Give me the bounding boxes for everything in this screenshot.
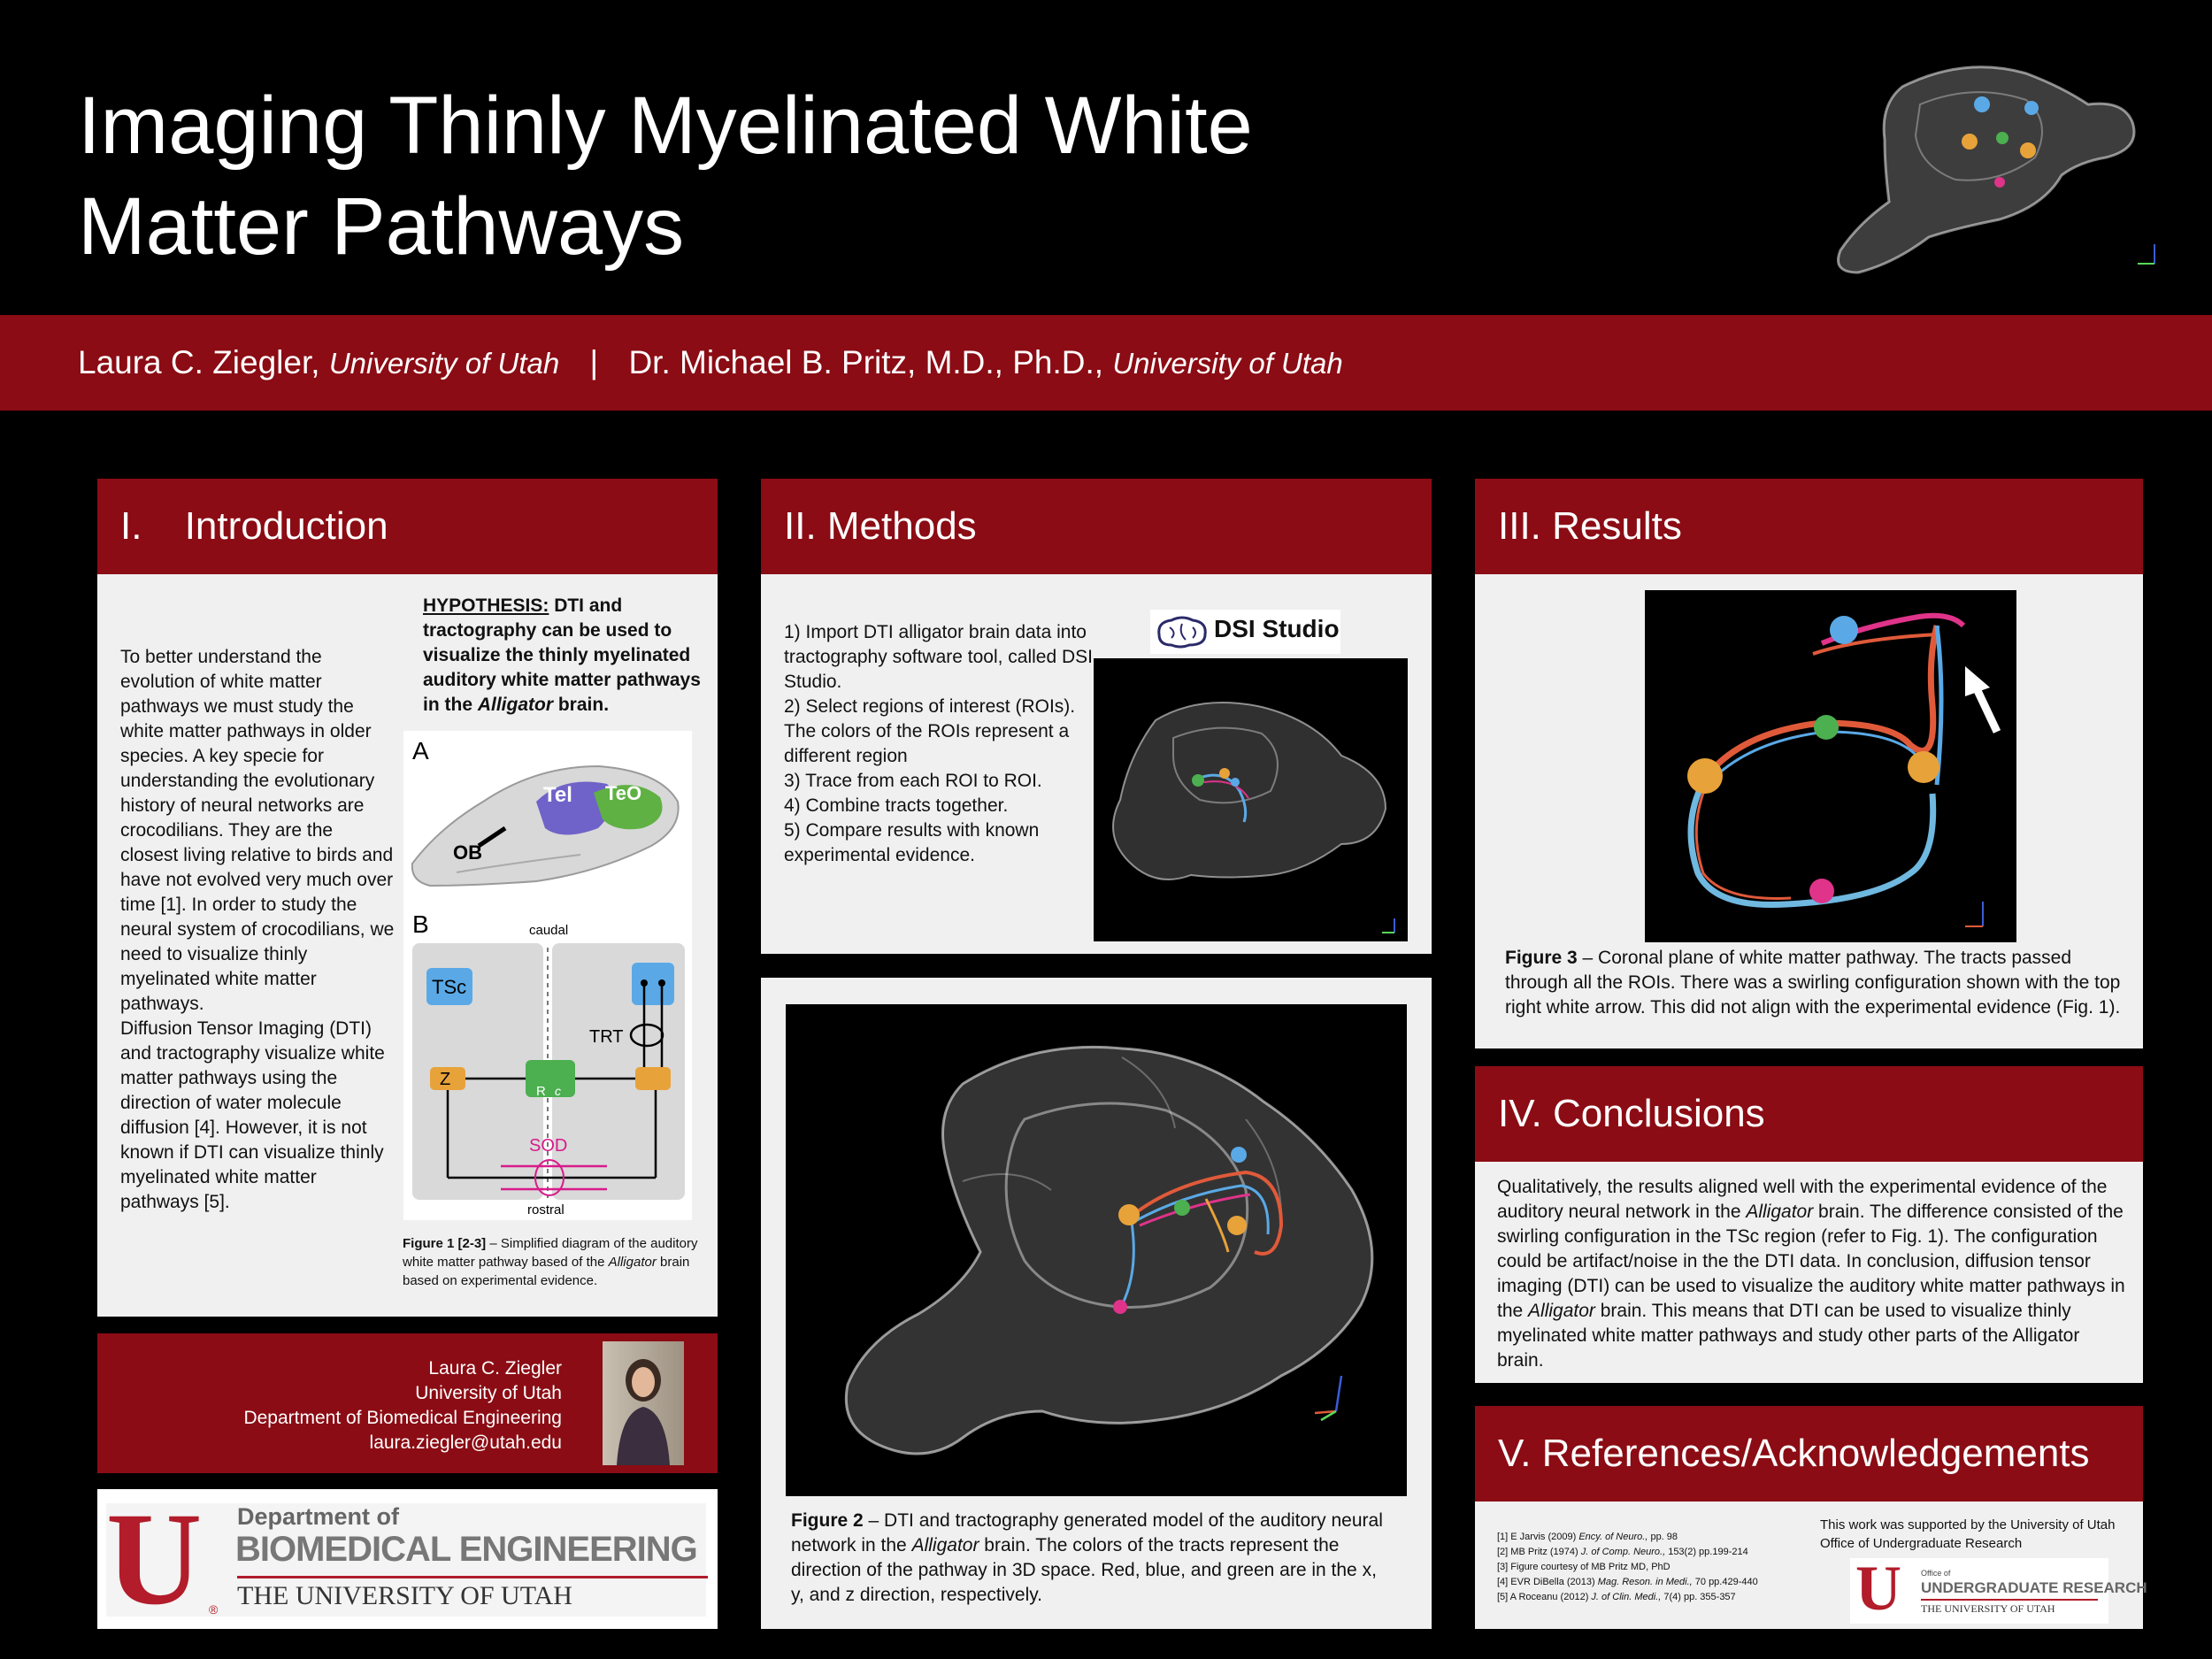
figure-1-trt-label: TRT: [589, 1027, 624, 1047]
hypothesis-text-2: brain.: [553, 695, 610, 715]
contact-dept: Department of Biomedical Engineering: [243, 1408, 562, 1428]
ur-logo-office-of: Office of: [1921, 1569, 1951, 1578]
figure-2-image: [786, 1004, 1407, 1496]
reference-item: [4] EVR DiBella (2013) Mag. Reson. in Medi., 70 pp.429-440: [1497, 1577, 1758, 1587]
methods-step-1: 1) Import DTI alligator brain data into tractography software tool, called DSI Studio.: [784, 622, 1094, 692]
methods-step-3: 3) Trace from each ROI to ROI.: [784, 771, 1042, 791]
conclusions-panel: [1475, 1066, 2143, 1383]
figure-2-caption-text-1: – DTI and tractography generated model of the auditory neural network in the: [791, 1510, 1383, 1555]
ur-logo-u-icon: U: [1855, 1553, 1901, 1624]
u-logo-icon: U: [106, 1486, 203, 1632]
hypothesis-text-1: DTI and tractography can be used to visualize the thinly myelinated auditory white matter pathways in the: [423, 595, 701, 715]
conclusions-text-3: brain. This means that DTI can be used to visualize thinly myelinated white matter pathways and study other parts of the Alligator brain.: [1497, 1301, 2080, 1371]
dsi-studio-brain-icon: [1154, 615, 1212, 649]
introduction-paragraph-1: To better understand the evolution of white matter pathways we must study the white matter pathways in older species. A key specie for understanding the evolutionary history of neural networks are crocodilians. They are the closest living relative to birds and have not evolved very much over time [1]. In order to study the neural system of crocodilians, we need to visualize thinly myelinated white matter pathways.: [120, 647, 395, 1014]
reference-item: [1] E Jarvis (2009) Ency. of Neuro., pp. 98: [1497, 1532, 1678, 1542]
results-panel: [1475, 479, 2143, 1048]
ur-logo-title: UNDERGRADUATE RESEARCH: [1921, 1579, 2147, 1596]
dsi-studio-screenshot: [1094, 658, 1408, 941]
figure-1-caption-text-2: brain based on experimental evidence.: [403, 1255, 690, 1288]
figure-1-rostral-label: rostral: [527, 1202, 565, 1217]
acknowledgement: This work was supported by the University of Utah Office of Undergraduate Research: [1820, 1517, 2116, 1551]
figure-1-teo-label: TeO: [605, 782, 642, 804]
figure-3-caption-text: – Coronal plane of white matter pathway. The tracts passed through all the ROIs. There was a swirling configuration shown with the top right white arrow. This did not align with the experimental evidence (Fig. 1).: [1505, 948, 2121, 1018]
author-1-affiliation: University of Utah: [328, 347, 560, 380]
figure-1-tsc-label: TSc: [432, 976, 467, 998]
figure-1: [403, 731, 692, 1220]
conclusions-text-1: Qualitatively, the results aligned well with the experimental evidence of the auditory neural network in the: [1497, 1177, 2108, 1222]
hypothesis-label: HYPOTHESIS:: [423, 595, 549, 616]
references-list: [1497, 1530, 1824, 1605]
figure-1-caudal-label: caudal: [529, 923, 569, 938]
references-heading: V. References/Acknowledgements: [1475, 1406, 2143, 1502]
figure-2-panel: [761, 978, 1432, 1629]
figure-3-image: [1645, 590, 2016, 942]
results-heading: III. Results: [1475, 479, 2143, 574]
poster-title: Imaging Thinly Myelinated White Matter Pathways: [78, 81, 1253, 272]
contact-info: [243, 1356, 562, 1455]
figure-1-c-label: c: [555, 1084, 561, 1098]
u-logo-reg-mark: ®: [209, 1602, 219, 1617]
introduction-heading-number: I.: [120, 504, 142, 548]
conclusions-text-2: brain. The difference consisted of the swirling configuration in the TSc region (refer to Fig. 1). The configuration could be artifact/noise in the the DTI data. In conclusion, diffusion tensor imaging (DTI) can be used to visualize the auditory white matter pathways in the: [1497, 1202, 2125, 1321]
bme-logo-dept-of: Department of: [237, 1503, 400, 1530]
hypothesis-italic: Alligator: [477, 695, 554, 715]
bme-logo-title: BIOMEDICAL ENGINEERING: [235, 1530, 697, 1569]
author-photo: [603, 1341, 684, 1465]
figure-1-tel-label: Tel: [543, 783, 572, 807]
bme-logo-rule: [237, 1576, 708, 1578]
conclusions-italic-2: Alligator: [1528, 1301, 1595, 1321]
hypothesis: [423, 594, 706, 718]
methods-step-4: 4) Combine tracts together.: [784, 795, 1009, 816]
figure-1-caption-label: Figure 1 [2-3]: [403, 1236, 487, 1251]
reference-item: [5] A Roceanu (2012) J. of Clin. Medi., 7(4) pp. 355-357: [1497, 1592, 1736, 1602]
figure-1-sod-label: SOD: [529, 1136, 568, 1156]
introduction-body: [120, 645, 395, 1215]
author-bar: [0, 315, 2212, 411]
conclusions-heading: IV. Conclusions: [1475, 1066, 2143, 1162]
figure-1-r-label: R: [536, 1084, 546, 1099]
contact-panel: [97, 1333, 718, 1473]
introduction-paragraph-2: Diffusion Tensor Imaging (DTI) and tractography visualize white matter pathways using the direction of water molecule diffusion [4]. However, it is not known if DTI can visualize thinly myelinated white matter pathways [5].: [120, 1018, 385, 1212]
undergraduate-research-logo: [1850, 1553, 2147, 1624]
methods-step-5: 5) Compare results with known experimental evidence.: [784, 820, 1040, 865]
ur-logo-uofu: THE UNIVERSITY OF UTAH: [1921, 1602, 2055, 1615]
figure-1-caption: [403, 1234, 712, 1290]
figure-1-ob-label: OB: [453, 841, 482, 864]
figure-2-caption-text-2: brain. The colors of the tracts represent the direction of the pathway in 3D space. Red, blue, and green are in the x, y, and z direction, respectively.: [791, 1535, 1377, 1605]
ur-logo-rule: [1921, 1599, 2098, 1601]
references-panel: [1475, 1406, 2147, 1629]
figure-2-caption-italic: Alligator: [911, 1535, 979, 1555]
contact-name: Laura C. Ziegler: [428, 1358, 562, 1379]
contact-org: University of Utah: [415, 1383, 562, 1403]
figure-1-z-label: Z: [440, 1070, 451, 1089]
figure-3-caption: [1505, 946, 2124, 1020]
figure-2-caption: [791, 1509, 1393, 1608]
figure-2-caption-label: Figure 2: [791, 1510, 864, 1531]
methods-steps: [784, 620, 1102, 868]
author-2-name: Dr. Michael B. Pritz, M.D., Ph.D.,: [628, 344, 1104, 380]
figure-3-caption-label: Figure 3: [1505, 948, 1578, 968]
methods-step-2: 2) Select regions of interest (ROIs). The colors of the ROIs represent a different region: [784, 696, 1076, 766]
reference-item: [2] MB Pritz (1974) J. of Comp. Neuro., 153(2) pp.199-214: [1497, 1547, 1748, 1557]
author-1-name: Laura C. Ziegler,: [78, 344, 320, 380]
figure-1-diagram: [403, 731, 692, 1220]
dsi-studio-logo-text: DSI Studio: [1214, 615, 1340, 642]
bme-logo-uofu: THE UNIVERSITY OF UTAH: [237, 1581, 572, 1610]
header-brain-image: [1823, 51, 2159, 290]
methods-panel: [761, 479, 1432, 954]
introduction-heading-text: Introduction: [184, 504, 388, 548]
contact-email[interactable]: laura.ziegler@utah.edu: [369, 1432, 562, 1453]
figure-1-panel-b-label: B: [412, 910, 429, 938]
conclusions-text: [1497, 1175, 2127, 1373]
figure-1-panel-a-label: A: [412, 737, 429, 764]
figure-1-caption-text-1: – Simplified diagram of the auditory white matter pathway based of the: [403, 1236, 698, 1270]
author-2-affiliation: University of Utah: [1112, 347, 1343, 380]
author-separator: |: [589, 344, 599, 380]
figure-1-caption-italic: Alligator: [608, 1255, 657, 1270]
introduction-panel: [97, 479, 718, 1317]
reference-item: [3] Figure courtesy of MB Pritz MD, PhD: [1497, 1562, 1671, 1572]
conclusions-italic-1: Alligator: [1746, 1202, 1814, 1222]
dsi-studio-logo: [1150, 610, 1340, 654]
bme-logo: [97, 1486, 718, 1632]
methods-heading: II. Methods: [761, 479, 1432, 574]
introduction-heading: [97, 479, 718, 574]
